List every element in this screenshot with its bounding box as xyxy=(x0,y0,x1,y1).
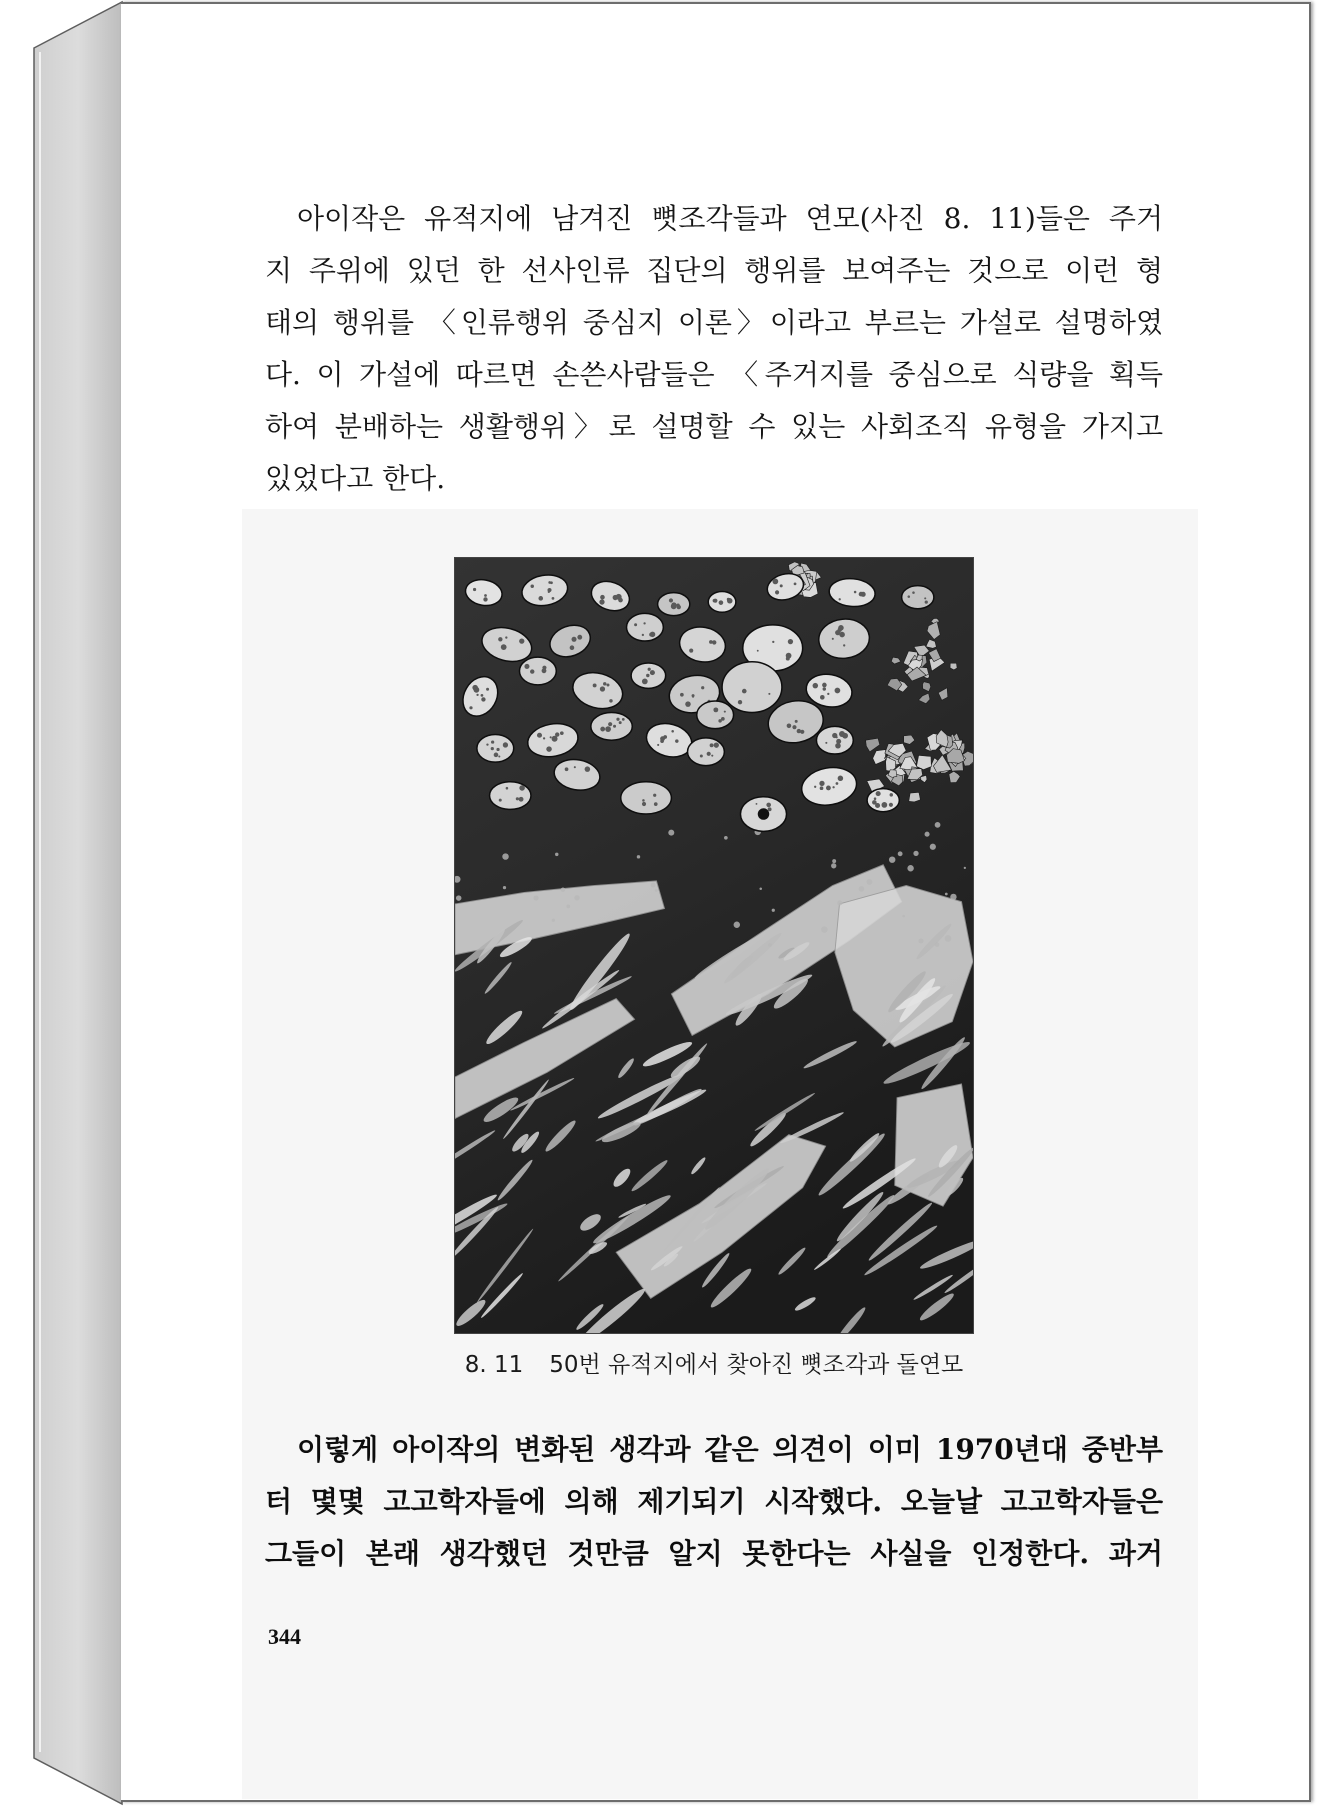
stone-speckle xyxy=(469,706,472,709)
stone xyxy=(867,789,899,812)
stone-speckle xyxy=(912,591,915,594)
stone-speckle xyxy=(519,797,524,802)
debris-speck xyxy=(759,887,762,890)
stone-speckle xyxy=(608,722,612,726)
stone-speckle xyxy=(854,591,857,594)
stone-speckle xyxy=(700,755,703,758)
stone-speckle xyxy=(552,736,558,742)
stone-speckle xyxy=(537,733,542,738)
stone-speckle xyxy=(719,600,724,605)
stone-speckle xyxy=(766,803,771,808)
stone-speckle xyxy=(546,746,552,752)
stone-speckle xyxy=(618,598,623,603)
debris-speck xyxy=(831,863,836,868)
stone-speckle xyxy=(542,666,546,670)
stone-hole xyxy=(758,808,770,820)
stone-speckle xyxy=(519,785,525,791)
debris-speck xyxy=(935,822,941,828)
stone-speckle xyxy=(491,747,494,750)
stone-speckle xyxy=(486,743,488,745)
stone-speckle xyxy=(600,686,605,691)
stone-speckle xyxy=(721,717,725,721)
stone-speckle xyxy=(498,637,502,641)
stone-speckle xyxy=(531,585,534,588)
stone-speckle xyxy=(832,638,834,640)
page-number: 344 xyxy=(268,1624,301,1649)
debris-speck xyxy=(637,855,640,858)
paragraph-line: 아이작은 유적지에 남겨진 뼛조각들과 연모(사진 8. 11)들은 주거 xyxy=(297,202,1163,235)
stone-speckle xyxy=(825,742,827,744)
debris-speck xyxy=(502,853,508,859)
stone-speckle xyxy=(836,782,839,785)
debris-speck xyxy=(837,900,842,905)
debris-speck xyxy=(566,905,570,909)
stone-speckle xyxy=(780,584,783,587)
stone-speckle xyxy=(642,634,644,636)
stone-speckle xyxy=(680,693,684,697)
debris-speck xyxy=(907,865,913,871)
stone-speckle xyxy=(548,591,550,593)
paragraph-line: 하여 분배하는 생활행위〉로 설명할 수 있는 사회조직 유형을 가지고 xyxy=(265,410,1163,443)
stone-speckle xyxy=(516,797,519,800)
stone-speckle xyxy=(692,694,695,697)
debris-speck xyxy=(945,893,948,896)
stone-speckle xyxy=(827,693,829,695)
stone-speckle xyxy=(593,683,597,687)
stone-speckle xyxy=(820,695,825,700)
stone-speckle xyxy=(835,743,841,749)
debris-speck xyxy=(964,867,966,869)
stone-speckle xyxy=(707,752,711,756)
debris-speck xyxy=(821,926,827,932)
stone-speckle xyxy=(876,791,881,796)
stone-speckle xyxy=(872,800,877,805)
stone-speckle xyxy=(505,636,507,638)
stone-speckle xyxy=(787,723,792,728)
stone-speckle xyxy=(606,683,609,686)
stone-speckle xyxy=(713,707,718,712)
stone-speckle xyxy=(491,740,494,743)
stone-speckle xyxy=(838,776,844,782)
stone-speckle xyxy=(476,694,478,696)
stone-speckle xyxy=(820,786,824,790)
stone-speckle xyxy=(648,668,651,671)
stone-speckle xyxy=(560,731,564,735)
stone-speckle xyxy=(786,657,790,661)
stone-speckle xyxy=(861,592,866,597)
stone-speckle xyxy=(646,674,649,677)
stone-speckle xyxy=(788,639,793,644)
stone-speckle xyxy=(822,683,827,688)
paragraph-line: 다. 이 가설에 따르면 손쓴사람들은 〈주거지를 중심으로 식량을 획득 xyxy=(265,358,1163,391)
stone-speckle xyxy=(768,693,770,695)
stone-speckle xyxy=(814,786,816,788)
stone xyxy=(816,726,853,754)
stone-speckle xyxy=(768,807,772,811)
debris-speck xyxy=(668,830,674,836)
stone-speckle xyxy=(653,794,656,797)
stone-speckle xyxy=(701,686,704,689)
stone-speckle xyxy=(619,721,622,724)
stone-speckle xyxy=(792,725,796,729)
stone-speckle xyxy=(727,598,733,604)
debris-speck xyxy=(534,896,539,901)
stone-speckle xyxy=(675,739,678,742)
stone-speckle xyxy=(711,755,713,757)
stone-speckle xyxy=(756,803,758,805)
debris-speck xyxy=(935,942,940,947)
stone-speckle xyxy=(524,664,529,669)
debris-speck xyxy=(574,895,579,900)
stone-speckle xyxy=(501,644,507,650)
debris-speck xyxy=(902,915,905,918)
stone xyxy=(490,782,531,810)
stone-speckle xyxy=(494,753,499,758)
stone-speckle xyxy=(650,670,655,675)
debris-speck xyxy=(867,879,873,885)
stone-speckle xyxy=(481,694,484,697)
stone-speckle xyxy=(496,748,499,751)
stone-speckle xyxy=(795,720,798,723)
stone-speckle xyxy=(550,581,553,584)
stone-speckle xyxy=(530,669,534,673)
stone-speckle xyxy=(714,743,719,748)
stone-speckle xyxy=(574,766,576,768)
stone-speckle xyxy=(689,649,693,653)
stone-speckle xyxy=(794,582,797,585)
stone-speckle xyxy=(570,645,575,650)
stone xyxy=(621,782,672,814)
stone-speckle xyxy=(552,597,555,600)
debris-speck xyxy=(724,836,728,840)
stone xyxy=(627,613,664,641)
stone-speckle xyxy=(657,744,659,746)
stone-speckle xyxy=(671,602,676,607)
photo-illustration xyxy=(455,558,973,1333)
stone-speckle xyxy=(585,766,591,772)
stone-speckle xyxy=(603,682,606,685)
debris-speck xyxy=(889,856,895,862)
stone-speckle xyxy=(826,786,831,791)
stone-speckle xyxy=(474,687,480,693)
stone xyxy=(697,701,734,729)
debris-speck xyxy=(925,832,930,837)
stone-speckle xyxy=(823,687,826,690)
stone-speckle xyxy=(642,679,648,685)
stone-speckle xyxy=(819,781,824,786)
stone-speckle xyxy=(609,699,612,702)
stone-speckle xyxy=(836,736,838,738)
stone-speckle xyxy=(890,793,893,796)
paragraph-1 xyxy=(265,193,1163,505)
stone-speckle xyxy=(742,689,747,694)
stone-speckle xyxy=(538,596,543,601)
rock-fragment xyxy=(916,755,931,769)
figure-caption-text: 50번 유적지에서 찾아진 뼛조각과 돌연모 xyxy=(549,1352,964,1378)
stone-speckle xyxy=(600,595,605,600)
debris-speck xyxy=(772,909,775,912)
stone-speckle xyxy=(671,730,674,733)
stone-speckle xyxy=(738,700,742,704)
debris-speck xyxy=(913,851,918,856)
stone-speckle xyxy=(800,730,804,734)
stone-speckle xyxy=(599,599,604,604)
stone-speckle xyxy=(835,688,841,694)
debris-speck xyxy=(950,894,956,900)
paragraph-line: 터 몇몇 고고학자들에 의해 제기되기 시작했다. 오늘날 고고학자들은 xyxy=(265,1485,1163,1518)
stone xyxy=(722,662,782,713)
debris-speck xyxy=(456,895,462,901)
stone-speckle xyxy=(543,737,545,739)
stone-speckle xyxy=(484,594,487,597)
stone-speckle xyxy=(571,637,576,642)
debris-speck xyxy=(561,887,565,891)
stone-speckle xyxy=(685,701,691,707)
stone-speckle xyxy=(713,599,717,603)
stone-speckle xyxy=(616,718,619,721)
stone-speckle xyxy=(613,725,616,728)
stone-speckle xyxy=(724,711,726,713)
stone-speckle xyxy=(924,597,926,599)
stone-speckle xyxy=(839,632,845,638)
stone-speckle xyxy=(712,640,716,644)
debris-speck xyxy=(552,919,555,922)
stone-speckle xyxy=(908,595,911,598)
stone-speckle xyxy=(843,644,845,646)
stone-speckle xyxy=(634,623,637,626)
stone-speckle xyxy=(832,786,834,788)
debris-speck xyxy=(651,883,656,888)
stone-speckle xyxy=(642,802,646,806)
debris-speck xyxy=(930,844,936,850)
stone xyxy=(902,586,934,609)
paragraph-line: 태의 행위를 〈인류행위 중심지 이론〉이라고 부르는 가설로 설명하였 xyxy=(265,306,1163,339)
stone-speckle xyxy=(643,622,645,624)
stone-speckle xyxy=(709,640,713,644)
debris-speck xyxy=(832,859,836,863)
stone-speckle xyxy=(649,633,653,637)
stone-speckle xyxy=(772,579,778,585)
debris-speck xyxy=(918,938,923,943)
paragraph-line: 있었다고 한다. xyxy=(265,462,446,495)
stone-speckle xyxy=(757,650,759,652)
figure-number: 8. 11 xyxy=(464,1352,524,1378)
stone-speckle xyxy=(605,726,611,732)
stone-speckle xyxy=(483,597,487,601)
stone-speckle xyxy=(600,727,605,732)
stone-speckle xyxy=(772,641,774,643)
stone-speckle xyxy=(813,683,819,689)
stone xyxy=(591,713,632,741)
stone-speckle xyxy=(654,802,658,806)
stone-speckle xyxy=(669,598,673,602)
stone-speckle xyxy=(481,697,485,701)
debris-speck xyxy=(898,851,903,856)
rock-fragment xyxy=(909,792,921,802)
debris-speck xyxy=(859,886,865,892)
stone-speckle xyxy=(881,802,887,808)
figure-photo-bones-and-stones xyxy=(455,558,973,1333)
stone-speckle xyxy=(660,736,665,741)
stone-speckle xyxy=(519,638,524,643)
stone-speckle xyxy=(642,799,645,802)
stone-speckle xyxy=(622,718,625,721)
stone-speckle xyxy=(838,628,842,632)
debris-speck xyxy=(768,943,772,947)
stone-speckle xyxy=(874,797,877,800)
stone-speckle xyxy=(503,742,508,747)
stone-speckle xyxy=(676,604,679,607)
paragraph-line: 지 주위에 있던 한 선사인류 집단의 행위를 보여주는 것으로 이런 형 xyxy=(265,254,1163,287)
stone-speckle xyxy=(839,731,845,737)
stone-speckle xyxy=(577,635,582,640)
figure-caption xyxy=(414,1349,1014,1381)
stone xyxy=(519,657,556,685)
stone-speckle xyxy=(775,590,779,594)
stone-speckle xyxy=(498,755,500,757)
book-edge-face xyxy=(34,2,122,1804)
book-page xyxy=(121,2,1311,1802)
debris-speck xyxy=(503,886,506,889)
stone-speckle xyxy=(889,803,893,807)
stone-speckle xyxy=(550,736,552,738)
stone xyxy=(477,734,514,762)
paragraph-line: 그들이 본래 생각했던 것만큼 알지 못한다는 사실을 인정한다. 과거 xyxy=(265,1537,1163,1570)
stone-speckle xyxy=(839,598,841,600)
paragraph-2 xyxy=(265,1424,1163,1580)
stone-speckle xyxy=(565,767,569,771)
stone-speckle xyxy=(486,688,489,691)
stone xyxy=(688,738,725,766)
debris-speck xyxy=(655,889,658,892)
stone-speckle xyxy=(499,799,502,802)
stone-speckle xyxy=(506,787,509,790)
stone-speckle xyxy=(473,588,476,591)
stone-speckle xyxy=(925,601,928,604)
debris-speck xyxy=(945,935,952,942)
stone-speckle xyxy=(710,743,714,747)
paragraph-line: 이렇게 아이작의 변화된 생각과 같은 의견이 이미 1970년대 중반부 xyxy=(297,1433,1163,1466)
debris-speck xyxy=(555,853,558,856)
debris-speck xyxy=(734,922,740,928)
